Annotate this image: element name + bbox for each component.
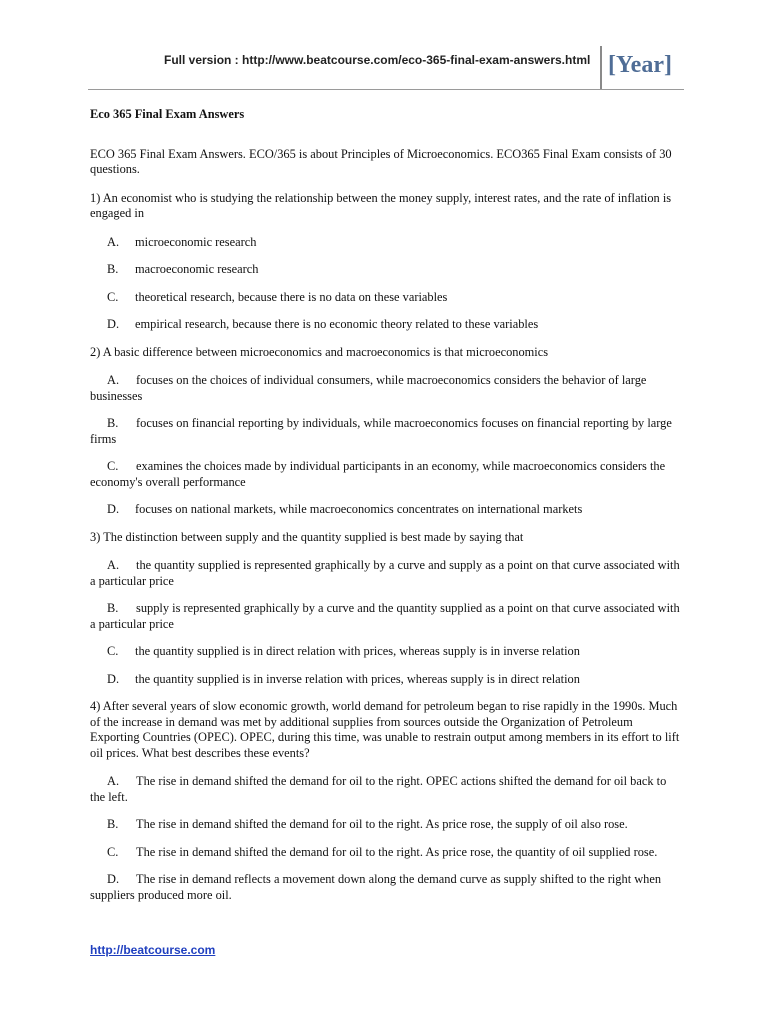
option-text: empirical research, because there is no economic theory related to these variables [135,317,539,331]
option-letter: B. [107,416,119,430]
option-letter: B. [107,601,119,615]
option-text: supply is represented graphically by a curve and the quantity supplied as a point on that curve associated with a particular price [90,601,680,631]
option-letter: A. [107,373,120,387]
option-letter: C. [107,289,119,304]
question-2-option-c [90,459,682,490]
header-rule [88,89,684,90]
option-text: focuses on national markets, while macroeconomics concentrates on international markets [135,502,583,516]
question-3-option-a [90,558,682,589]
option-text: focuses on the choices of individual consumers, while macroeconomics considers the behavior of large businesses [90,373,647,403]
footer-site-link[interactable]: http://beatcourse.com [90,943,216,957]
question-2-text: 2) A basic difference between microeconomics and macroeconomics is that microeconomics [90,344,549,359]
option-letter: C. [107,844,119,859]
option-letter: B. [107,817,119,831]
question-1-text: 1) An economist who is studying the relationship between the money supply, interest rates, and the rate of inflation is engaged in [90,190,672,220]
question-2-option-b [90,416,682,447]
option-letter: B. [107,262,119,276]
intro-paragraph: ECO 365 Final Exam Answers. ECO/365 is about Principles of Microeconomics. ECO365 Final Exam consists of 30 questions. [90,146,672,176]
option-letter: C. [107,459,119,473]
option-letter: A. [107,774,120,788]
option-text: examines the choices made by individual participants in an economy, while macroeconomics considers the economy's overall performance [90,459,666,489]
option-letter: C. [107,644,119,658]
question-4-option-d [90,872,682,903]
page-header [0,44,768,94]
option-text: the quantity supplied is in inverse relation with prices, whereas supply is in direct relation [135,671,580,686]
option-letter: A. [107,234,120,249]
option-text: The rise in demand shifted the demand for oil to the right. As price rose, the supply of oil also rose. [136,817,628,831]
header-divider [600,46,602,90]
question-1-option-d [90,317,682,333]
document-title: Eco 365 Final Exam Answers [90,107,245,121]
question-1-option-b [90,262,682,278]
question-2-option-a [90,373,682,404]
year-placeholder: [Year] [608,52,672,78]
option-text: microeconomic research [135,234,257,249]
question-1-option-a [90,235,682,251]
option-letter: D. [107,317,120,331]
option-text: theoretical research, because there is no data on these variables [135,289,448,304]
option-text: focuses on financial reporting by individuals, while macroeconomics focuses on financial reporting by large firms [90,416,672,446]
question-4-text: 4) After several years of slow economic growth, world demand for petroleum began to rise rapidly in the 1990s. Much of the increase in demand was met by additional supplies from sources outside the Organization of Petroleum Exporting Countries (OPEC). OPEC, during this time, was unable to restrain output among members in its effort to lift oil prices. What best describes these events? [90,699,680,760]
question-3-text: 3) The distinction between supply and the quantity supplied is best made by saying that [90,529,524,544]
question-3-option-c [90,644,682,660]
option-text: The rise in demand shifted the demand for oil to the right. OPEC actions shifted the demand for oil back to the left. [90,774,667,804]
option-letter: A. [107,558,120,572]
option-letter: D. [107,872,120,886]
option-text: the quantity supplied is represented graphically by a curve and supply as a point on that curve associated with a particular price [90,558,680,588]
question-2-option-d [90,502,682,518]
document-body [90,107,682,915]
question-4-option-c [90,845,682,861]
question-3-option-b [90,601,682,632]
option-text: The rise in demand shifted the demand for oil to the right. As price rose, the quantity of oil supplied rose. [136,844,658,859]
option-text: the quantity supplied is in direct relation with prices, whereas supply is in inverse relation [135,644,580,658]
question-4-option-a [90,774,682,805]
question-3-option-d [90,672,682,688]
full-version-link[interactable]: Full version : http://www.beatcourse.com/eco-365-final-exam-answers.html [164,53,591,67]
question-1-option-c [90,290,682,306]
option-text: macroeconomic research [135,262,259,276]
option-letter: D. [107,671,120,686]
question-4-option-b [90,817,682,833]
option-letter: D. [107,502,120,516]
option-text: The rise in demand reflects a movement down along the demand curve as supply shifted to the right when suppliers produced more oil. [90,872,662,902]
